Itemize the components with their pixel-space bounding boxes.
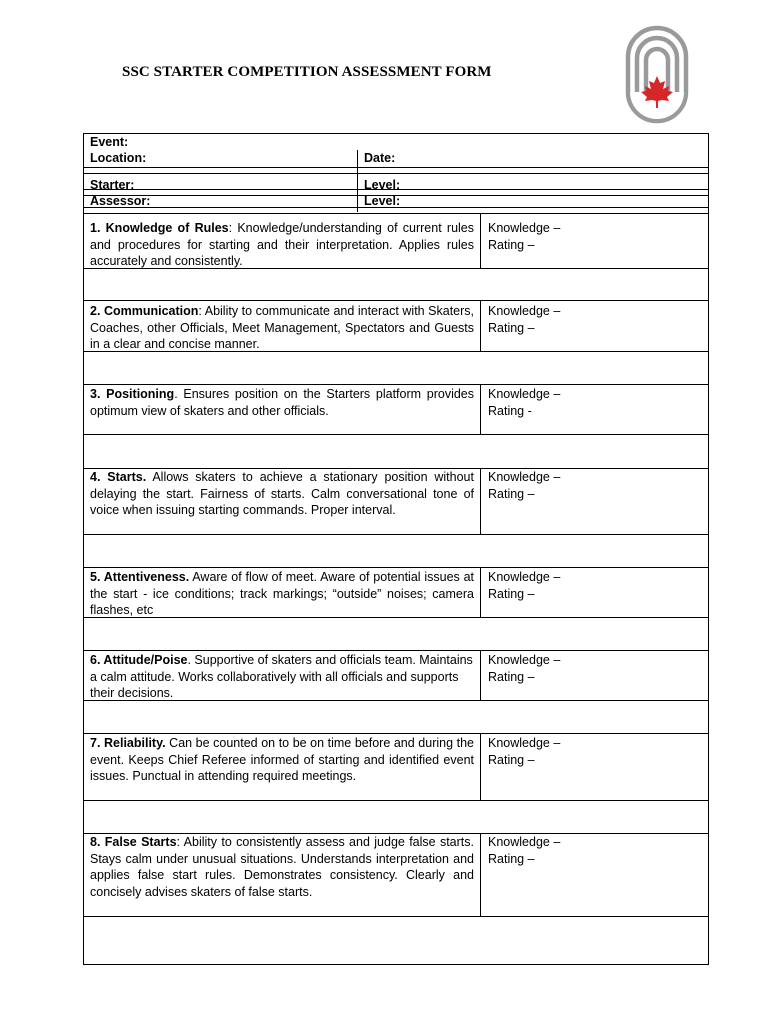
rating-box-7[interactable]: Knowledge – Rating – [488, 736, 561, 767]
rating-box-2[interactable]: Knowledge – Rating – [488, 304, 561, 335]
rating-box-5[interactable]: Knowledge – Rating – [488, 570, 561, 601]
rating-box-4[interactable]: Knowledge – Rating – [488, 470, 561, 501]
event-field[interactable]: Event: [90, 135, 129, 149]
criterion-3: 3. Positioning. Ensures position on the Starters platform provides optimum view of skaters and other officials. [90, 387, 474, 418]
criterion-2: 2. Communication: Ability to communicate and interact with Skaters, Coaches, other Officials, Meet Management, Spectators and Guests in a clear and concise manner. [90, 304, 475, 351]
criterion-1: 1. Knowledge of Rules: Knowledge/understanding of current rules and procedures for starting and their interpretation. Applies rules accurately and consistently. [90, 221, 474, 268]
ssc-logo [622, 22, 692, 132]
criterion-8: 8. False Starts: Ability to consistently assess and judge false starts. Stays calm under unusual situations. Understands interpretation and applies false start rules. Demonstrates consistency. Clearly and concisely advises skaters of false starts. [90, 835, 474, 899]
assessment-form [83, 133, 709, 965]
rating-box-6[interactable]: Knowledge – Rating – [488, 653, 561, 684]
rating-box-3[interactable]: Knowledge – Rating - [488, 387, 561, 418]
form-title: SSC STARTER COMPETITION ASSESSMENT FORM [122, 64, 492, 80]
starter-field[interactable]: Starter: [90, 178, 135, 192]
criterion-4: 4. Starts. Allows skaters to achieve a stationary position without delaying the start. Fairness of starts. Calm conversational tone of voice when issuing starting commands. Proper interval. [90, 470, 474, 517]
location-field[interactable]: Location: [90, 151, 147, 165]
criterion-6: 6. Attitude/Poise. Supportive of skaters and officials team. Maintains a calm attitude. Works collaboratively with all officials and supports their decisions. [90, 653, 473, 700]
rating-box-8[interactable]: Knowledge – Rating – [488, 835, 561, 866]
starter-level-field[interactable]: Level: [364, 178, 401, 192]
date-field[interactable]: Date: [364, 151, 396, 165]
rating-box-1[interactable]: Knowledge – Rating – [488, 221, 561, 252]
criterion-5: 5. Attentiveness. Aware of flow of meet. Aware of potential issues at the start - ice conditions; track markings; “outside” noises; camera flashes, etc [90, 570, 474, 617]
assessor-level-field[interactable]: Level: [364, 194, 401, 208]
assessor-field[interactable]: Assessor: [90, 194, 151, 208]
criterion-7: 7. Reliability. Can be counted on to be on time before and during the event. Keeps Chief Referee informed of starting and identified event issues. Punctual in attending required meetings. [90, 736, 474, 783]
